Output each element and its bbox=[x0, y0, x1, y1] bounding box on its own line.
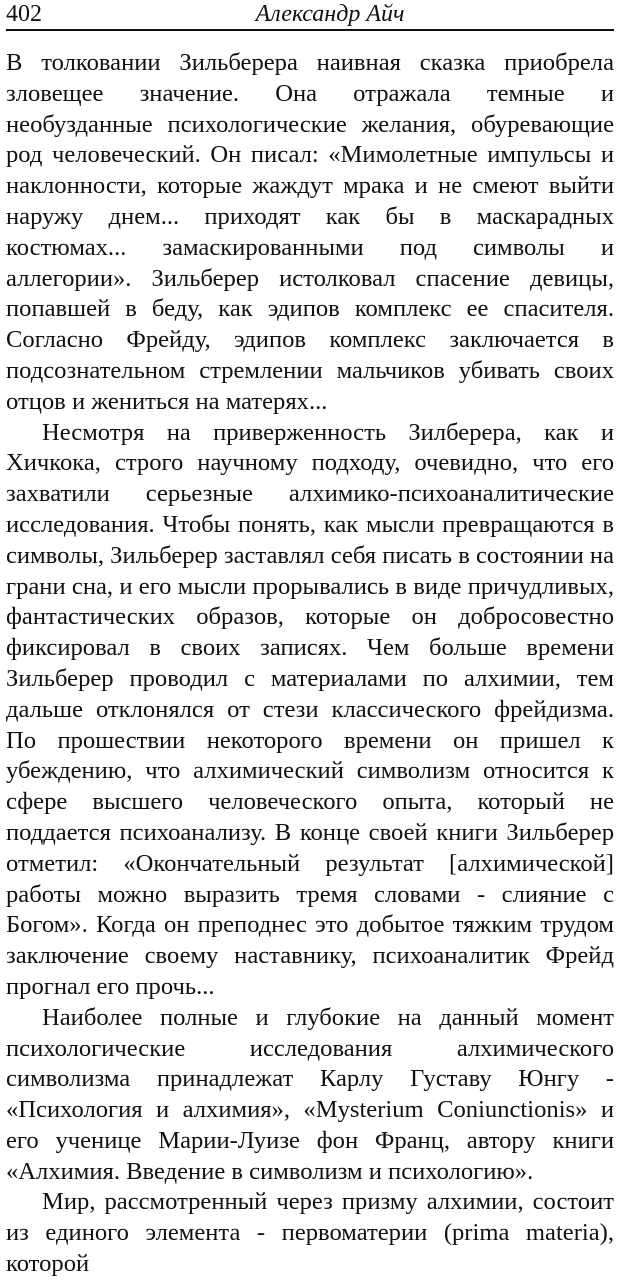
paragraph-prima-materia: Мир, рассмотренный через призму алхимии, состоит из единого элемента - первоматерии (prima materia), которой bbox=[6, 1188, 614, 1278]
page-header bbox=[6, 0, 614, 30]
body-text bbox=[6, 48, 614, 1280]
header-rule bbox=[6, 29, 614, 31]
paragraph-silberer-research: Несмотря на приверженность Зилберера, как и Хичкока, строго научному подходу, очевидно, что его захватили серьезные алхимико-психоаналитические исследования. Чтобы понять, как мысли превращаются в символы, Зильберер заставлял себя писать в состоянии на грани сна, и его мысли прорывались в виде причудливых, фантастических образов, которые он добросовестно фиксировал в своих записях. Чем больше времени Зильберер проводил с материалами по алхимии, тем дальше отклонялся от стези классического фрейдизма. По прошествии некоторого времени он пришел к убеждению, что алхимический символизм относится к сфере высшего человеческого опыта, который не поддается психоанализу. В конце своей книги Зильберер отметил: «Окончательный результат [алхимической] работы можно выразить тремя словами - слияние с Богом». Когда он преподнес это добытое тяжким трудом заключение своему наставнику, психоаналитик Фрейд прогнал его прочь... bbox=[6, 418, 614, 1000]
running-head-author: Александр Айч bbox=[255, 1, 405, 27]
paragraph-silberer-interpretation: В толковании Зильберера наивная сказка приобрела зловещее значение. Она отражала темные и необузданные психологические желания, обуревающие род человеческий. Он писал: «Мимолетные импульсы и наклонности, которые жаждут мрака и не смеют выйти наружу днем... приходят как бы в маскарадных костюмах... замаскированными под символы и аллегории». Зильберер истолковал спасение девицы, попавшей в беду, как эдипов комплекс ее спасителя. Согласно Фрейду, эдипов комплекс заключается в подсознательном стремлении мальчиков убивать своих отцов и жениться на матерях... bbox=[6, 49, 614, 415]
page-number: 402 bbox=[6, 1, 42, 27]
paragraph-jung-studies: Наиболее полные и глубокие на данный момент психологические исследования алхимического символизма принадлежат Карлу Густаву Юнгу - «Психология и алхимия», «Mysterium Coniunctionis» и его ученице Марии-Луизе фон Франц, автору книги «Алхимия. Введение в символизм и психологию». bbox=[6, 1003, 614, 1185]
